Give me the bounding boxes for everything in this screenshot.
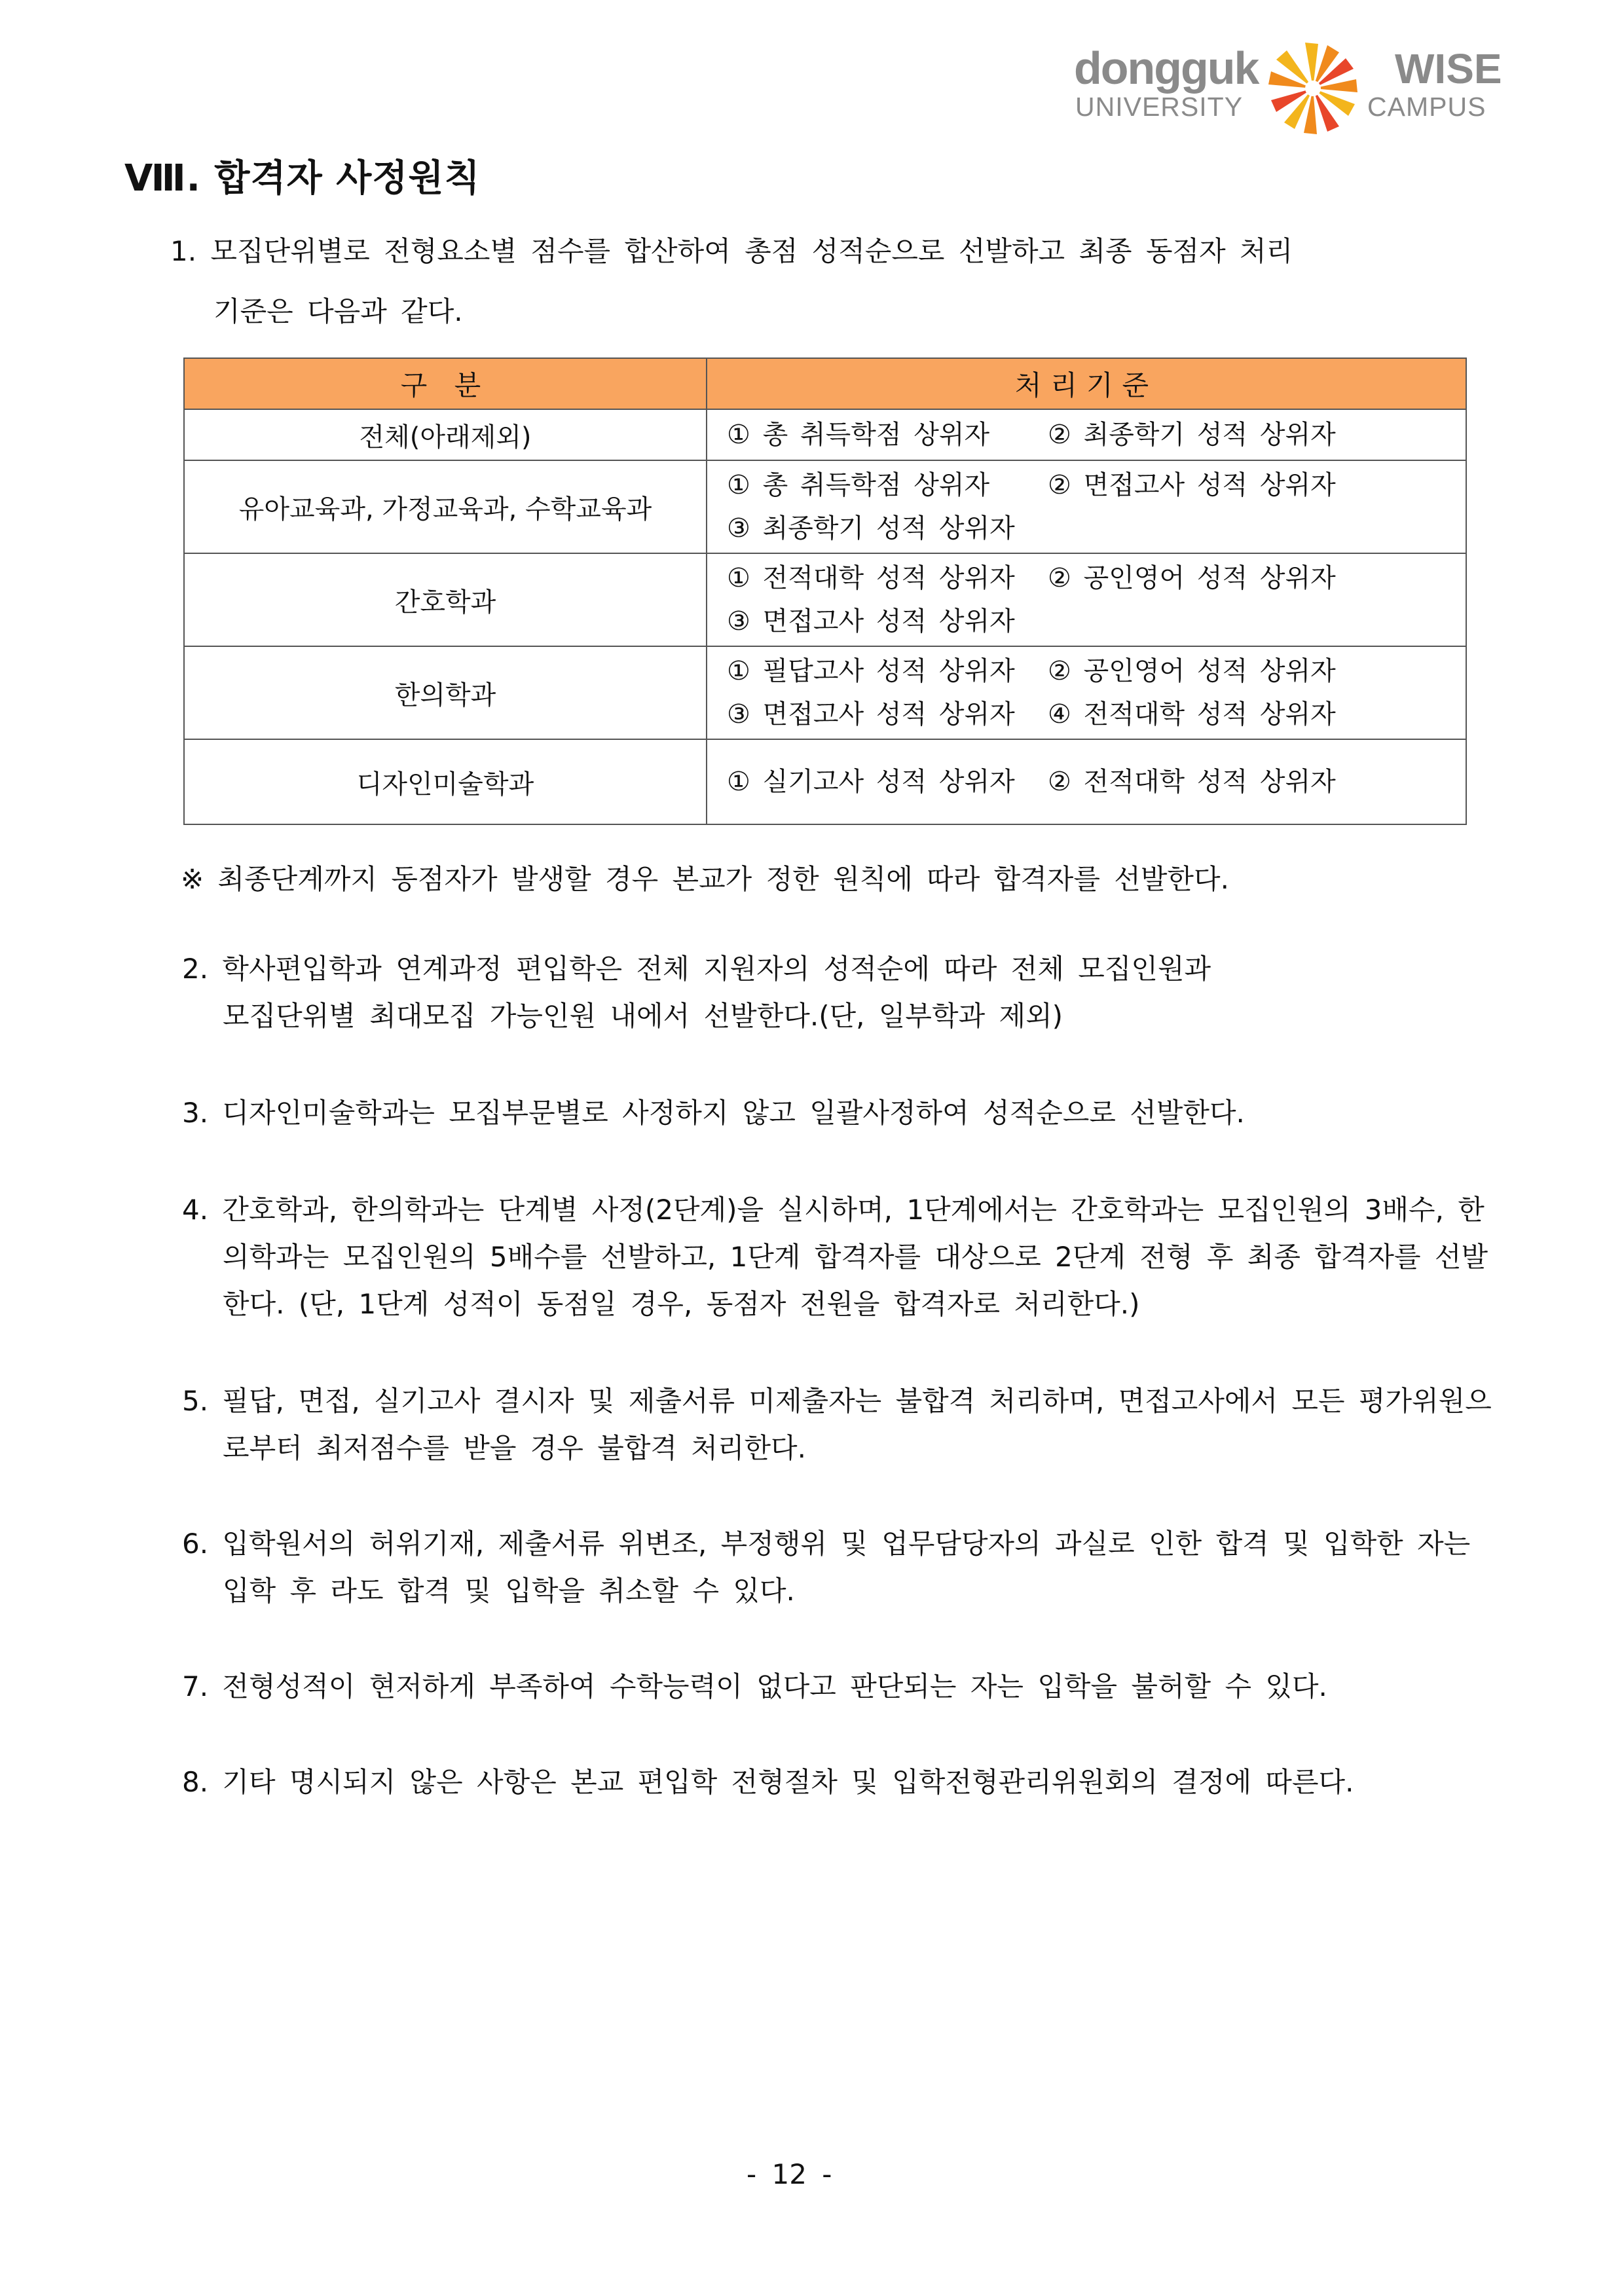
criterion: ② 면접고사 성적 상위자 <box>1048 470 1336 500</box>
criterion: ① 필답고사 성적 상위자 <box>727 656 1015 686</box>
table-cell-criteria <box>707 409 1466 460</box>
item-4-line-1: 4. 간호학과, 한의학과는 단계별 사정(2단계)을 실시하며, 1단계에서는 간호학과는 모집인원의 3배수, 한 <box>182 1194 1485 1226</box>
table-note: ※ 최종단계까지 동점자가 발생할 경우 본교가 정한 원칙에 따라 합격자를 선발한다. <box>181 863 1229 895</box>
table-row <box>184 646 1466 739</box>
criterion: ② 공인영어 성적 상위자 <box>1048 563 1336 593</box>
table-cell-category: 전체(아래제외) <box>184 409 707 460</box>
table-row <box>184 553 1466 646</box>
table-cell-criteria <box>707 739 1466 824</box>
table-row <box>184 460 1466 553</box>
table-cell-category: 한의학과 <box>184 646 707 739</box>
criterion: ① 총 취득학점 상위자 <box>727 470 990 500</box>
item-1-line-2: 기준은 다음과 같다. <box>213 295 463 327</box>
criterion: ④ 전적대학 성적 상위자 <box>1048 699 1336 729</box>
table-row <box>184 409 1466 460</box>
criterion: ① 전적대학 성적 상위자 <box>727 563 1015 593</box>
item-5-line-1: 5. 필답, 면접, 실기고사 결시자 및 제출서류 미제출자는 불합격 처리하며, 면접고사에서 모든 평가위원으 <box>182 1385 1492 1417</box>
item-8: 8. 기타 명시되지 않은 사항은 본교 편입학 전형절차 및 입학전형관리위원회의 결정에 따른다. <box>182 1766 1354 1798</box>
item-4-line-3: 한다. (단, 1단계 성적이 동점일 경우, 동점자 전원을 합격자로 처리한다.) <box>223 1288 1140 1320</box>
table-cell-category: 유아교육과, 가정교육과, 수학교육과 <box>184 460 707 553</box>
criterion: ② 공인영어 성적 상위자 <box>1048 656 1336 686</box>
table-cell-category: 간호학과 <box>184 553 707 646</box>
item-3: 3. 디자인미술학과는 모집부문별로 사정하지 않고 일괄사정하여 성적순으로 선발한다. <box>182 1097 1245 1129</box>
logo-campus-1: WISE <box>1395 45 1502 92</box>
tie-break-table <box>183 358 1467 825</box>
university-logo <box>1074 43 1506 126</box>
table-cell-criteria <box>707 646 1466 739</box>
table-cell-category: 디자인미술학과 <box>184 739 707 824</box>
criterion: ③ 최종학기 성적 상위자 <box>727 513 1015 543</box>
item-6-line-1: 6. 입학원서의 허위기재, 제출서류 위변조, 부정행위 및 업무담당자의 과실로 인한 합격 및 입학한 자는 <box>182 1528 1471 1560</box>
item-1-line-1: 1. 모집단위별로 전형요소별 점수를 합산하여 총점 성적순으로 선발하고 최종 동점자 처리 <box>170 235 1293 267</box>
logo-campus-2: CAMPUS <box>1367 92 1486 122</box>
criterion: ① 총 취득학점 상위자 <box>727 420 990 450</box>
criterion: ② 최종학기 성적 상위자 <box>1048 420 1336 450</box>
table-cell-criteria <box>707 553 1466 646</box>
section-title: Ⅷ. 합격자 사정원칙 <box>124 157 481 200</box>
page-number: - 12 - <box>747 2158 832 2190</box>
criterion: ① 실기고사 성적 상위자 <box>727 767 1015 797</box>
table-row <box>184 739 1466 824</box>
criterion: ③ 면접고사 성적 상위자 <box>727 606 1015 636</box>
criterion: ③ 면접고사 성적 상위자 <box>727 699 1015 729</box>
logo-name: dongguk <box>1074 43 1259 94</box>
criterion: ② 전적대학 성적 상위자 <box>1048 767 1336 797</box>
logo-sub: UNIVERSITY <box>1075 92 1244 122</box>
item-6-line-2: 입학 후 라도 합격 및 입학을 취소할 수 있다. <box>223 1575 795 1607</box>
table-header-criteria: 처리기준 <box>707 358 1466 409</box>
item-2-line-2: 모집단위별 최대모집 가능인원 내에서 선발한다.(단, 일부학과 제외) <box>223 1000 1063 1032</box>
logo-sunburst-icon <box>1264 39 1362 138</box>
item-7: 7. 전형성적이 현저하게 부족하여 수학능력이 없다고 판단되는 자는 입학을 불허할 수 있다. <box>182 1670 1327 1702</box>
table-cell-criteria <box>707 460 1466 553</box>
table-header-category: 구 분 <box>184 358 707 409</box>
item-2-line-1: 2. 학사편입학과 연계과정 편입학은 전체 지원자의 성적순에 따라 전체 모집인원과 <box>182 953 1211 985</box>
item-5-line-2: 로부터 최저점수를 받을 경우 불합격 처리한다. <box>223 1432 806 1464</box>
item-4-line-2: 의학과는 모집인원의 5배수를 선발하고, 1단계 합격자를 대상으로 2단계 전형 후 최종 합격자를 선발 <box>223 1241 1488 1273</box>
